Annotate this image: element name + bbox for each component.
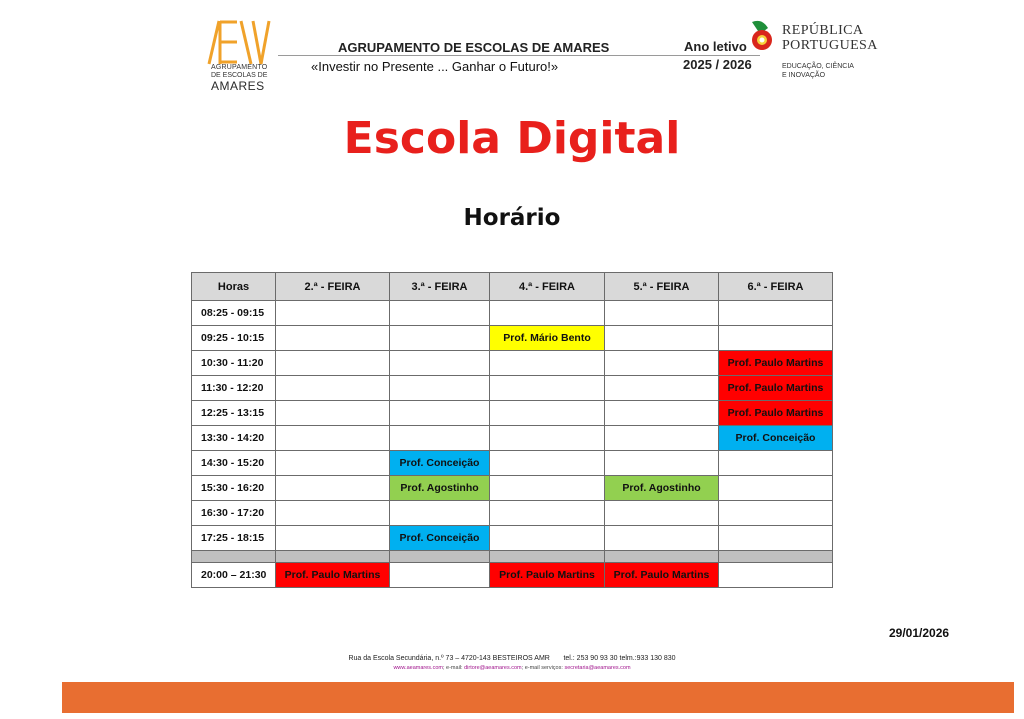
school-name: AGRUPAMENTO DE ESCOLAS DE AMARES xyxy=(338,40,610,55)
column-header-tuesday: 3.ª - FEIRA xyxy=(390,273,490,301)
schedule-cell-thursday xyxy=(605,426,719,451)
schedule-cell-monday xyxy=(276,501,390,526)
schedule-cell-wednesday xyxy=(490,301,605,326)
page-subtitle: Horário xyxy=(463,205,561,231)
column-header-hours: Horas xyxy=(192,273,276,301)
schedule-cell-tuesday xyxy=(390,551,490,563)
schedule-row xyxy=(192,501,833,526)
schedule-cell-monday xyxy=(276,376,390,401)
schedule-cell-tuesday xyxy=(390,376,490,401)
time-slot xyxy=(192,551,276,563)
school-motto: «Investir no Presente ... Ganhar o Futuro!» xyxy=(311,59,559,74)
ministry-line1: EDUCAÇÃO, CIÊNCIA xyxy=(782,63,854,70)
school-year-label: Ano letivo xyxy=(684,39,747,54)
schedule-cell-friday xyxy=(719,563,833,588)
schedule-cell-monday xyxy=(276,476,390,501)
footer-email-label: ; e-mail: xyxy=(442,665,463,671)
schedule-cell-wednesday xyxy=(490,476,605,501)
time-slot: 10:30 - 11:20 xyxy=(192,351,276,376)
schedule-cell-wednesday xyxy=(490,501,605,526)
column-header-monday: 2.ª - FEIRA xyxy=(276,273,390,301)
schedule-cell-tuesday: Prof. Agostinho xyxy=(390,476,490,501)
schedule-cell-thursday: Prof. Paulo Martins xyxy=(605,563,719,588)
schedule-cell-monday xyxy=(276,351,390,376)
logo-text-line3: AMARES xyxy=(211,79,265,93)
schedule-row xyxy=(192,551,833,563)
time-slot: 13:30 - 14:20 xyxy=(192,426,276,451)
schedule-row xyxy=(192,426,833,451)
schedule-cell-monday xyxy=(276,451,390,476)
schedule-cell-friday xyxy=(719,501,833,526)
school-logo xyxy=(205,18,285,93)
schedule-cell-tuesday xyxy=(390,301,490,326)
schedule-cell-friday xyxy=(719,476,833,501)
schedule-cell-friday xyxy=(719,301,833,326)
schedule-cell-monday xyxy=(276,426,390,451)
footer-address: Rua da Escola Secundária, n.º 73 – 4720-143 BESTEIROS AMR xyxy=(348,655,550,662)
schedule-cell-friday xyxy=(719,451,833,476)
time-slot: 12:25 - 13:15 xyxy=(192,401,276,426)
page-title: Escola Digital xyxy=(343,113,681,164)
time-slot: 15:30 - 16:20 xyxy=(192,476,276,501)
schedule-row xyxy=(192,351,833,376)
schedule-cell-monday: Prof. Paulo Martins xyxy=(276,563,390,588)
footer-services-email-link[interactable]: secretaria@aeamares.com xyxy=(564,665,631,671)
schedule-cell-wednesday: Prof. Paulo Martins xyxy=(490,563,605,588)
schedule-cell-thursday xyxy=(605,551,719,563)
footer-bar xyxy=(62,682,1014,713)
time-slot: 17:25 - 18:15 xyxy=(192,526,276,551)
schedule-cell-monday xyxy=(276,301,390,326)
schedule-cell-friday: Prof. Paulo Martins xyxy=(719,376,833,401)
schedule-cell-wednesday: Prof. Mário Bento xyxy=(490,326,605,351)
footer-phones: tel.: 253 90 93 30 telm.:933 130 830 xyxy=(563,655,676,662)
schedule-header-row xyxy=(192,273,833,301)
schedule-cell-thursday xyxy=(605,401,719,426)
schedule-cell-friday: Prof. Conceição xyxy=(719,426,833,451)
schedule-table xyxy=(191,272,833,588)
schedule-cell-wednesday xyxy=(490,451,605,476)
schedule-cell-tuesday xyxy=(390,563,490,588)
footer-contacts xyxy=(0,665,1024,671)
schedule-cell-wednesday xyxy=(490,551,605,563)
schedule-cell-tuesday xyxy=(390,401,490,426)
time-slot: 09:25 - 10:15 xyxy=(192,326,276,351)
time-slot: 08:25 - 09:15 xyxy=(192,301,276,326)
schedule-cell-thursday xyxy=(605,526,719,551)
time-slot: 16:30 - 17:20 xyxy=(192,501,276,526)
schedule-cell-thursday xyxy=(605,301,719,326)
schedule-cell-friday: Prof. Paulo Martins xyxy=(719,401,833,426)
schedule-cell-monday xyxy=(276,326,390,351)
schedule-cell-wednesday xyxy=(490,426,605,451)
column-header-friday: 6.ª - FEIRA xyxy=(719,273,833,301)
schedule-row xyxy=(192,563,833,588)
schedule-cell-tuesday xyxy=(390,351,490,376)
schedule-cell-friday xyxy=(719,526,833,551)
school-year-value: 2025 / 2026 xyxy=(683,57,752,72)
schedule-cell-tuesday xyxy=(390,326,490,351)
logo-text-line2: DE ESCOLAS DE xyxy=(211,72,268,79)
footer-email-link[interactable]: dirtore@aeamares.com xyxy=(464,665,522,671)
schedule-cell-friday xyxy=(719,326,833,351)
schedule-cell-thursday: Prof. Agostinho xyxy=(605,476,719,501)
time-slot: 14:30 - 15:20 xyxy=(192,451,276,476)
schedule-cell-friday xyxy=(719,551,833,563)
footer-website-link[interactable]: www.aeamares.com xyxy=(393,665,443,671)
schedule-row xyxy=(192,451,833,476)
schedule-cell-tuesday: Prof. Conceição xyxy=(390,526,490,551)
schedule-cell-monday xyxy=(276,526,390,551)
schedule-row xyxy=(192,476,833,501)
schedule-cell-tuesday xyxy=(390,501,490,526)
document-date: 29/01/2026 xyxy=(889,626,950,640)
schedule-body xyxy=(192,301,833,588)
schedule-cell-wednesday xyxy=(490,376,605,401)
schedule-cell-monday xyxy=(276,551,390,563)
schedule-cell-thursday xyxy=(605,451,719,476)
schedule-row xyxy=(192,301,833,326)
republic-emblem-icon xyxy=(748,20,776,54)
schedule-cell-wednesday xyxy=(490,526,605,551)
column-header-thursday: 5.ª - FEIRA xyxy=(605,273,719,301)
time-slot: 11:30 - 12:20 xyxy=(192,376,276,401)
schedule-row xyxy=(192,376,833,401)
schedule-cell-tuesday xyxy=(390,426,490,451)
schedule-cell-friday: Prof. Paulo Martins xyxy=(719,351,833,376)
schedule-cell-tuesday: Prof. Conceição xyxy=(390,451,490,476)
header-divider xyxy=(278,55,760,56)
schedule-cell-wednesday xyxy=(490,401,605,426)
government-name-line2: PORTUGUESA xyxy=(782,38,878,53)
time-slot: 20:00 – 21:30 xyxy=(192,563,276,588)
footer-services-label: ; e-mail serviços: xyxy=(521,665,563,671)
schedule-row xyxy=(192,326,833,351)
schedule-row xyxy=(192,401,833,426)
schedule-row xyxy=(192,526,833,551)
schedule-cell-thursday xyxy=(605,326,719,351)
schedule-cell-monday xyxy=(276,401,390,426)
footer-address-line xyxy=(0,655,1024,662)
school-logo-icon xyxy=(205,18,285,66)
schedule-cell-thursday xyxy=(605,501,719,526)
column-header-wednesday: 4.ª - FEIRA xyxy=(490,273,605,301)
schedule-cell-wednesday xyxy=(490,351,605,376)
ministry-line2: E INOVAÇÃO xyxy=(782,72,826,79)
government-name-line1: REPÚBLICA xyxy=(782,23,864,38)
schedule-cell-thursday xyxy=(605,351,719,376)
logo-text-line1: AGRUPAMENTO xyxy=(211,64,268,71)
schedule-cell-thursday xyxy=(605,376,719,401)
